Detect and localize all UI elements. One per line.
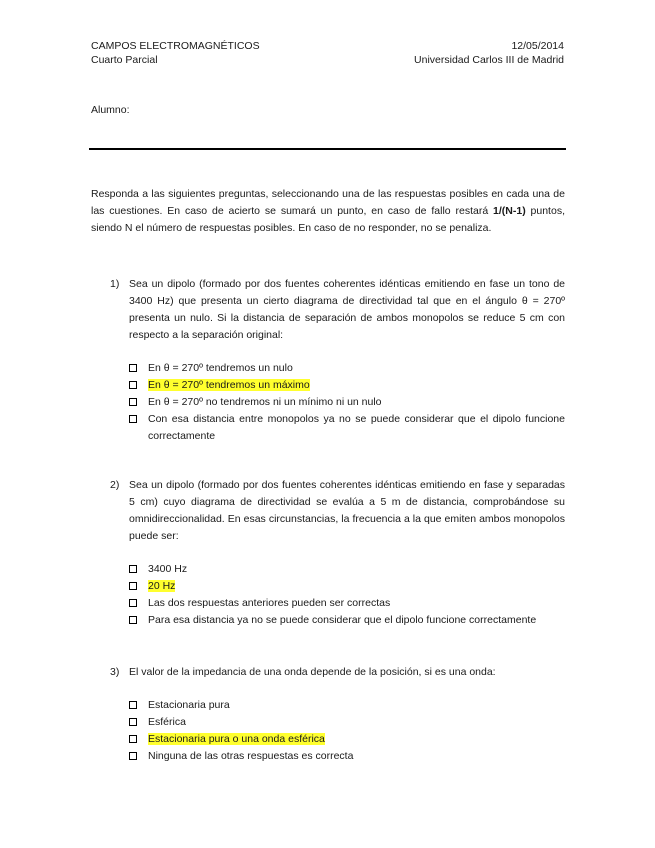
option-list: [129, 360, 565, 445]
checkbox[interactable]: [129, 582, 137, 590]
option-label-highlighted: Estacionaria pura o una onda esférica: [148, 733, 325, 745]
instructions: [91, 186, 565, 237]
checkbox[interactable]: [129, 415, 137, 423]
option-label: En θ = 270º tendremos un nulo: [148, 362, 293, 374]
divider-line: [89, 148, 566, 150]
exam-name: Cuarto Parcial: [91, 54, 158, 66]
question-text: El valor de la impedancia de una onda depende de la posición, si es una onda:: [129, 666, 496, 678]
option-item: [129, 394, 565, 411]
option-item: [129, 748, 565, 765]
checkbox[interactable]: [129, 735, 137, 743]
option-label: Esférica: [148, 716, 186, 728]
question-2: [110, 477, 565, 629]
student-label: Alumno:: [91, 104, 130, 116]
course-title: CAMPOS ELECTROMAGNÉTICOS: [91, 40, 260, 52]
option-item: [129, 561, 565, 578]
option-label: Ninguna de las otras respuestas es correcta: [148, 750, 354, 762]
option-item: [129, 612, 565, 629]
option-label: En θ = 270º no tendremos ni un mínimo ni un nulo: [148, 396, 382, 408]
exam-date: 12/05/2014: [511, 40, 564, 52]
checkbox[interactable]: [129, 701, 137, 709]
checkbox[interactable]: [129, 381, 137, 389]
option-list: [129, 561, 565, 629]
question-1: [110, 276, 565, 445]
header-left: [91, 39, 260, 67]
option-label: Estacionaria pura: [148, 699, 230, 711]
option-list: [129, 697, 565, 765]
header-right: [414, 39, 564, 67]
question-number: 2): [110, 479, 120, 491]
option-label: 3400 Hz: [148, 563, 188, 575]
question-text: Sea un dipolo (formado por dos fuentes coherentes idénticas emitiendo en fase y separadas 5 cm) cuyo diagrama de directividad se evalúa a 5 m de distancia, comprobándose su omnidireccionalidad. En esas circunstancias, la frecuencia a la que emiten ambos monopolos puede ser:: [129, 479, 565, 542]
option-item: [129, 714, 565, 731]
checkbox[interactable]: [129, 565, 137, 573]
option-label: Con esa distancia entre monopolos ya no se puede considerar que el dipolo funcione correctamente: [148, 413, 565, 442]
option-label: Las dos respuestas anteriores pueden ser correctas: [148, 597, 391, 609]
question-number: 3): [110, 666, 120, 678]
checkbox[interactable]: [129, 616, 137, 624]
checkbox[interactable]: [129, 398, 137, 406]
question-3: [110, 664, 565, 765]
option-item: [129, 377, 565, 394]
checkbox[interactable]: [129, 364, 137, 372]
option-item: [129, 578, 565, 595]
checkbox[interactable]: [129, 599, 137, 607]
option-label-highlighted: En θ = 270º tendremos un máximo: [148, 379, 310, 391]
option-label-highlighted: 20 Hz: [148, 580, 176, 592]
university-name: Universidad Carlos III de Madrid: [414, 54, 564, 66]
penalty-formula: 1/(N-1): [493, 205, 526, 217]
option-item: [129, 411, 565, 445]
checkbox[interactable]: [129, 718, 137, 726]
question-text: Sea un dipolo (formado por dos fuentes coherentes idénticas emitiendo en fase un tono de 3400 Hz) que presenta un cierto diagrama de directividad tal que en el ángulo θ = 270º presenta un nulo. Si la distancia de separación de ambos monopolos se reduce 5 cm con respecto a la separación original:: [129, 278, 565, 341]
option-item: [129, 595, 565, 612]
option-item: [129, 360, 565, 377]
checkbox[interactable]: [129, 752, 137, 760]
instructions-text-2: puntos, siendo N el número de respuestas posibles. En caso de no responder, no se penaliza.: [91, 205, 565, 234]
instructions-text-1: Responda a las siguientes preguntas, seleccionando una de las respuestas posibles en cada una de las cuestiones. En caso de acierto se sumará un punto, en caso de fallo restará: [91, 188, 565, 217]
option-item: [129, 731, 565, 748]
question-number: 1): [110, 278, 120, 290]
option-label: Para esa distancia ya no se puede considerar que el dipolo funcione correctamente: [148, 614, 537, 626]
option-item: [129, 697, 565, 714]
